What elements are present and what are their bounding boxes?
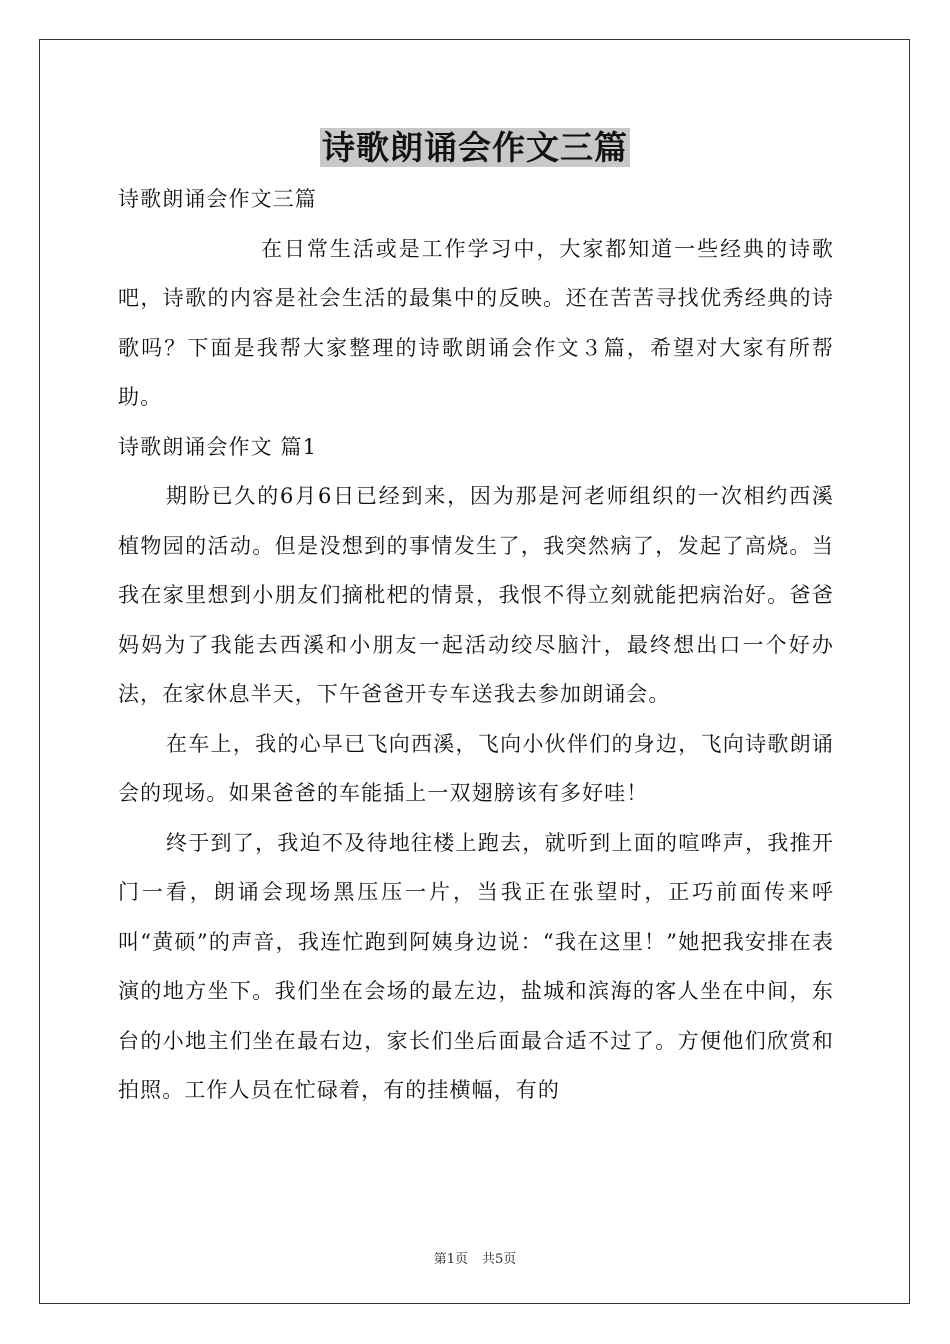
document-title (0, 125, 950, 171)
document-subtitle: 诗歌朗诵会作文三篇 (118, 187, 317, 211)
body-paragraph-2: 在车上，我的心早已飞向西溪，飞向小伙伴们的身边，飞向诗歌朗诵会的现场。如果爸爸的车能插上一双翅膀该有多好哇！ (118, 731, 834, 805)
page-number: 第1页 (433, 1252, 468, 1267)
intro-paragraph: 在日常生活或是工作学习中，大家都知道一些经典的诗歌吧，诗歌的内容是社会生活的最集中的反映。还在苦苦寻找优秀经典的诗歌吗？下面是我帮大家整理的诗歌朗诵会作文３篇，希望对大家有所帮助。 (118, 236, 834, 409)
document-title-text: 诗歌朗诵会作文三篇 (322, 128, 628, 167)
body-paragraph-1: 期盼已久的6月6日已经到来，因为那是河老师组织的一次相约西溪植物园的活动。但是没想到的事情发生了，我突然病了，发起了高烧。当我在家里想到小朋友们摘枇杷的情景，我恨不得立刻就能把病治好。爸爸妈妈为了我能去西溪和小朋友一起活动绞尽脑汁，最终想出口一个好办法，在家休息半天，下午爸爸开专车送我去参加朗诵会。 (118, 484, 834, 706)
section-heading: 诗歌朗诵会作文 篇1 (118, 434, 318, 459)
page-total: 共5页 (482, 1252, 517, 1267)
body-paragraph-3: 终于到了，我迫不及待地往楼上跑去，就听到上面的喧哗声，我推开门一看，朗诵会现场黑压压一片，当我正在张望时，正巧前面传来呼叫“黄硕”的声音，我连忙跑到阿姨身边说：“我在这里！”她把我安排在表演的地方坐下。我们坐在会场的最左边，盐城和滨海的客人坐在中间，东台的小地主们坐在最右边，家长们坐后面最合适不过了。方便他们欣赏和拍照。工作人员在忙碌着，有的挂横幅，有的 (118, 830, 834, 1102)
document-body (118, 175, 834, 1116)
page-footer (0, 1248, 950, 1267)
